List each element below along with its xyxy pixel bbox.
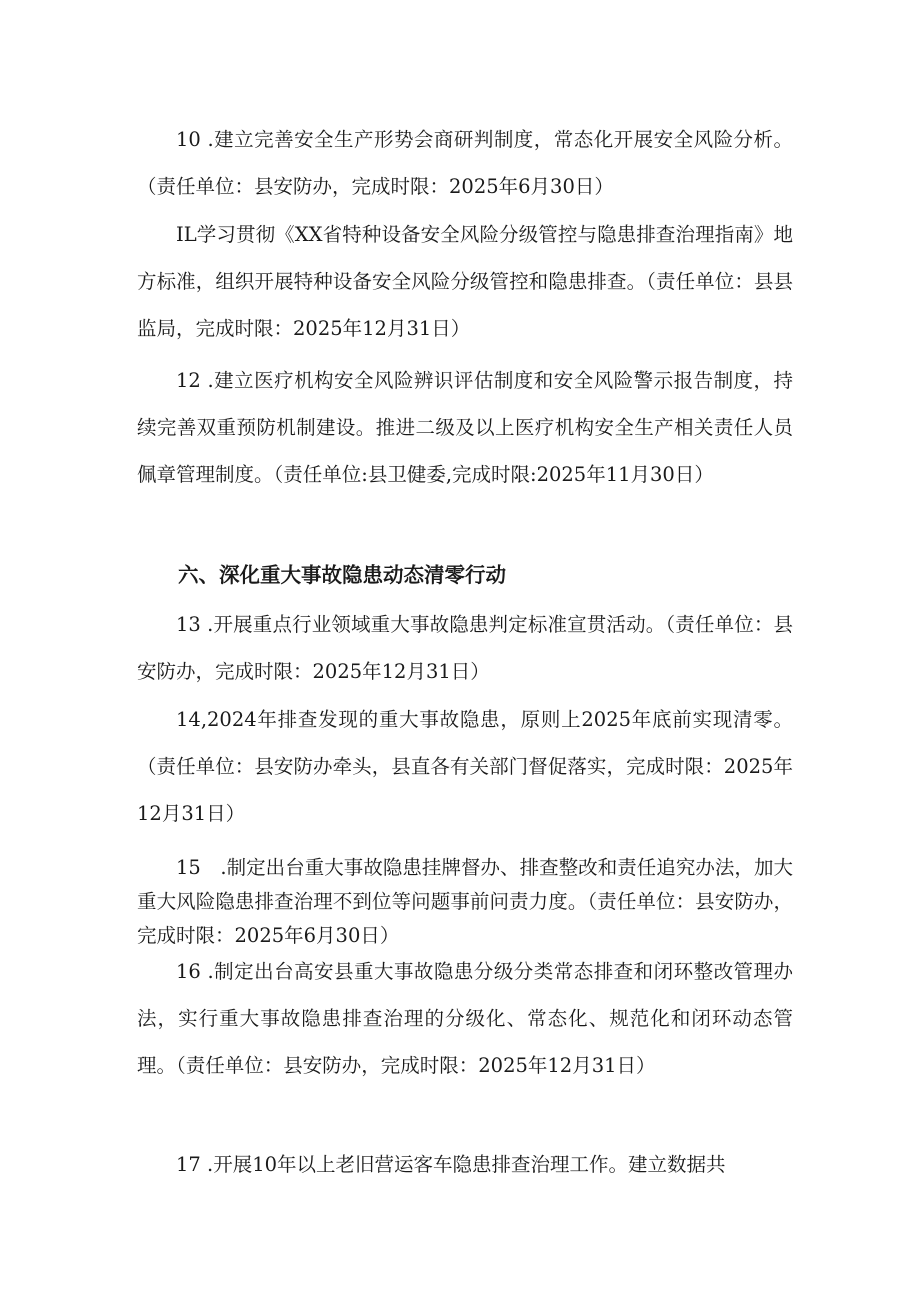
paragraph-item-12: 12 .建立医疗机构安全风险辨识评估制度和安全风险警示报告制度，持续完善双重预防机制建设。推进二级及以上医疗机构安全生产相关责任人员佩章管理制度。（责任单位:县卫健委,完成时限:2025年11月30日） <box>137 369 793 486</box>
paragraph-item-10: 10 .建立完善安全生产形势会商研判制度，常态化开展安全风险分析。（责任单位：县安防办，完成时限：2025年6月30日） <box>137 128 793 198</box>
paragraph-item-16: 16 .制定出台高安县重大事故隐患分级分类常态排查和闭环整改管理办法，实行重大事故隐患排查治理的分级化、常态化、规范化和闭环动态管理。（责任单位：县安防办，完成时限：2025年12月31日） <box>137 960 793 1077</box>
paragraph-item-17: 17 .开展10年以上老旧营运客车隐患排查治理工作。建立数据共 <box>176 1153 726 1176</box>
paragraph-item-15: 15 .制定出台重大事故隐患挂牌督办、排查整改和责任追究办法，加大重大风险隐患排查治理不到位等问题事前问责力度。（责任单位：县安防办，完成时限：2025年6月30日） <box>137 856 793 947</box>
section-heading-6: 六、深化重大事故隐患动态清零行动 <box>178 563 506 587</box>
paragraph-item-14: 14,2024年排查发现的重大事故隐患，原则上2025年底前实现清零。（责任单位：县安防办牵头，县直各有关部门督促落实，完成时限：2025年12月31日） <box>137 708 793 825</box>
paragraph-item-11: IL学习贯彻《XX省特种设备安全风险分级管控与隐患排查治理指南》地方标准，组织开展特种设备安全风险分级管控和隐患排查。（责任单位：县县监局，完成时限：2025年12月31日） <box>137 223 793 340</box>
paragraph-item-13: 13 .开展重点行业领域重大事故隐患判定标准宣贯活动。（责任单位：县安防办，完成时限：2025年12月31日） <box>137 613 793 683</box>
